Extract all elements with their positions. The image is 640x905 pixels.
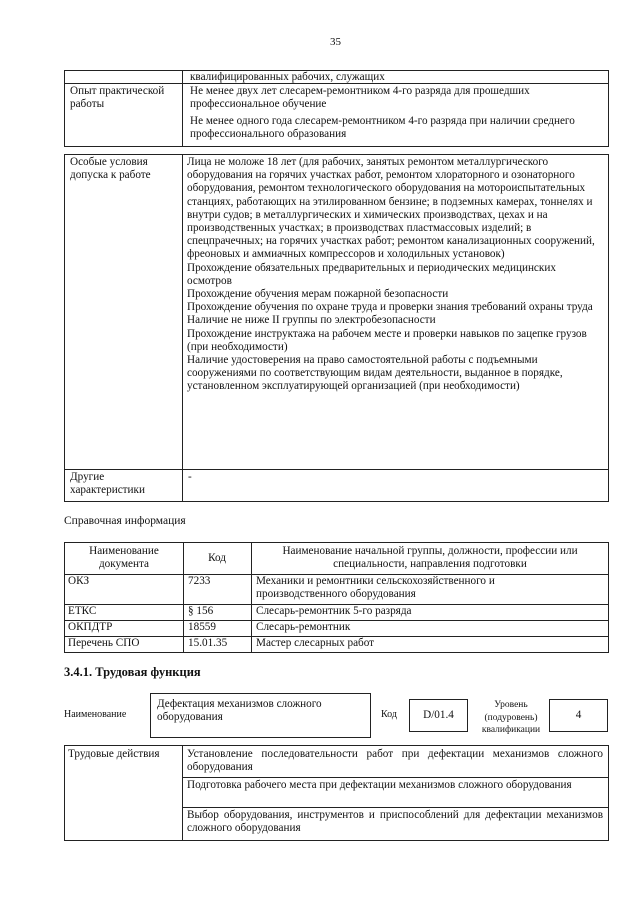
ref-row-code: 7233 bbox=[188, 575, 211, 587]
name-label: Наименование bbox=[64, 709, 127, 720]
ref-row-doc: Перечень СПО bbox=[68, 637, 140, 649]
ref-row-doc: ЕТКС bbox=[68, 605, 97, 617]
ref-row-code: 18559 bbox=[188, 621, 216, 633]
ref-row-code: § 156 bbox=[188, 605, 214, 617]
ref-row-name: Слесарь-ремонтник 5-го разряда bbox=[256, 605, 412, 617]
labor-action: Установление последовательности работ при дефектации механизмов сложного оборудования bbox=[187, 748, 603, 774]
ref-row-name: Мастер слесарных работ bbox=[256, 637, 375, 649]
ref-header-code: Код bbox=[208, 552, 226, 564]
ref-row-doc: ОКЗ bbox=[68, 575, 90, 587]
section-title: 3.4.1. Трудовая функция bbox=[64, 665, 201, 679]
page-number: 35 bbox=[330, 36, 341, 48]
labor-actions-label: Трудовые действия bbox=[68, 748, 160, 760]
level-value: 4 bbox=[575, 709, 582, 721]
special-conditions-list bbox=[187, 156, 603, 394]
ref-row-code: 15.01.35 bbox=[188, 637, 228, 649]
ref-header-name: Наименование начальной группы, должности, профессии или специальности, направления подготовки bbox=[282, 545, 578, 571]
level-box bbox=[549, 699, 608, 732]
condition-item: Прохождение обучения по охране труда и проверки знания требований охраны труда bbox=[187, 301, 593, 314]
condition-item: Прохождение обязательных предварительных и периодических медицинских осмотров bbox=[187, 261, 556, 287]
ref-row-name: Слесарь-ремонтник bbox=[256, 621, 351, 633]
reference-title: Справочная информация bbox=[64, 515, 186, 527]
condition-item: Наличие не ниже II группы по электробезопасности bbox=[187, 314, 436, 327]
code-label: Код bbox=[381, 709, 397, 720]
experience-value-2: Не менее одного года слесарем-ремонтником 4-го разряда при наличии среднего профессионального образования bbox=[190, 115, 575, 141]
condition-item: Прохождение обучения мерам пожарной безопасности bbox=[187, 288, 449, 301]
special-conditions-label: Особые условия допуска к работе bbox=[70, 156, 151, 182]
ref-row-doc: ОКПДТР bbox=[68, 621, 113, 633]
ref-header-doc: Наименование документа bbox=[89, 545, 159, 571]
function-code: D/01.4 bbox=[423, 709, 454, 721]
level-label: Уровень (подуровень) квалификации bbox=[481, 700, 541, 735]
function-name: Дефектация механизмов сложного оборудования bbox=[157, 698, 322, 724]
condition-item: Лица не моложе 18 лет (для рабочих, занятых ремонтом металлургического оборудования на горячих участках работ, ремонтом хлораторного и озонаторного оборудования, ремонтом технологического оборудования на мотороиспытательных станциях, работающих на этилированном бензине; в подземных камерах, тоннелях и внутри судов; в металлургических и химических производствах, цехах и на производственных участках; в производствах пластмассовых изделий; в спецпрачечных; на горячих участках работ; ремонтом канализационных сооружений, фреоновых и аммиачных компрессоров и холодильных установок) bbox=[187, 156, 595, 261]
continued-text: квалифицированных рабочих, служащих bbox=[190, 71, 385, 83]
other-characteristics-value: - bbox=[188, 471, 192, 483]
condition-item: Наличие удостоверения на право самостоятельной работы с подъемными сооружениями по соответствующим видам деятельности, выданное в порядке, установленном эксплуатирующей организацией (при необходимости) bbox=[187, 354, 563, 393]
labor-action: Подготовка рабочего места при дефектации механизмов сложного оборудования bbox=[187, 779, 572, 791]
other-characteristics-label: Другие характеристики bbox=[70, 471, 145, 497]
ref-row-name: Механики и ремонтники сельскохозяйственного и производственного оборудования bbox=[256, 575, 495, 601]
condition-item: Прохождение инструктажа на рабочем месте и проверки навыков по зацепке грузов (при необходимости) bbox=[187, 327, 587, 353]
labor-action: Выбор оборудования, инструментов и приспособлений для дефектации механизмов сложного оборудования bbox=[187, 809, 603, 835]
experience-label: Опыт практической работы bbox=[70, 85, 165, 111]
name-box bbox=[150, 693, 371, 738]
code-box bbox=[409, 699, 468, 732]
experience-value-1: Не менее двух лет слесарем-ремонтником 4-го разряда для прошедших профессиональное обучение bbox=[190, 85, 530, 111]
